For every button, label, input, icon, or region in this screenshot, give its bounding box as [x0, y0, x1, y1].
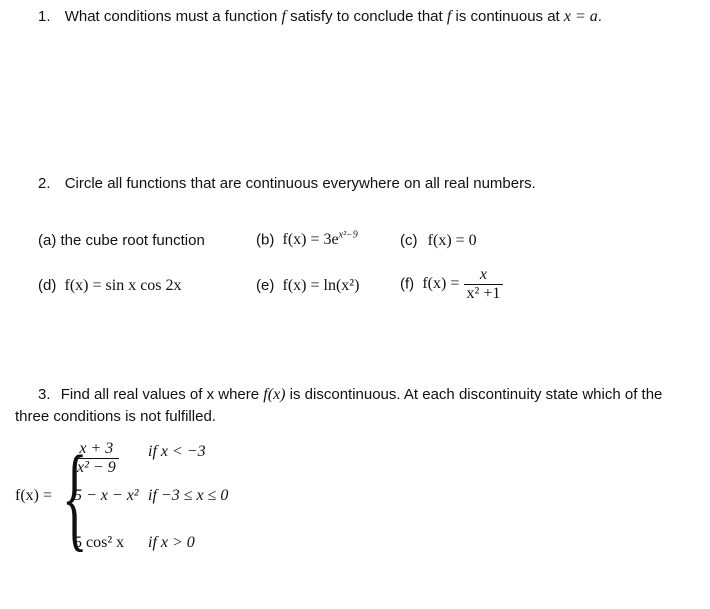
- q1-f1: f: [281, 8, 286, 25]
- option-f-numerator: x: [479, 266, 487, 283]
- piecewise-lhs: f(x) =: [15, 487, 53, 504]
- option-f-denominator: x² +1: [464, 284, 504, 303]
- question-3: [38, 386, 662, 404]
- option-b-exponent: x²−9: [338, 230, 358, 241]
- option-a-text: the cube root function: [60, 232, 205, 249]
- q1-f2: f: [446, 8, 452, 25]
- case2-expression: 5 − x − x²: [74, 487, 139, 504]
- q2-text: Circle all functions that are continuous everywhere on all real numbers.: [64, 175, 536, 192]
- option-e-expr: f(x) = ln(x²): [282, 277, 360, 294]
- option-f-lhs: f(x) =: [422, 275, 460, 293]
- q3-line2: three conditions is not fulfilled.: [15, 408, 216, 425]
- q1-text-mid2: is continuous at: [455, 8, 564, 25]
- option-b-label: (b): [256, 231, 275, 249]
- case1-numerator: x + 3: [79, 440, 114, 457]
- case1-denominator: x² − 9: [74, 458, 119, 477]
- case1-condition: if x < −3: [148, 443, 206, 460]
- case3-condition: if x > 0: [148, 534, 195, 551]
- option-b-expr: [283, 231, 358, 248]
- option-e: [256, 277, 359, 295]
- q1-text-pre: What conditions must a function: [64, 8, 282, 25]
- q1-number: 1.: [38, 8, 51, 25]
- option-c: [400, 232, 477, 250]
- q3-fx: f(x): [263, 386, 286, 403]
- option-a-label: (a): [38, 232, 57, 249]
- case2-condition: if −3 ≤ x ≤ 0: [148, 487, 229, 504]
- case1-fraction: [74, 440, 119, 477]
- option-e-label: (e): [256, 277, 275, 294]
- piecewise-brace: {: [62, 431, 88, 562]
- option-b-lhs: f(x) = 3e: [282, 231, 339, 249]
- q2-number: 2.: [38, 175, 51, 192]
- option-f-label: (f): [400, 275, 415, 293]
- option-c-label: (c): [400, 232, 418, 249]
- option-d: [38, 277, 182, 295]
- q3-text-post: is discontinuous. At each discontinuity state which of the: [289, 386, 663, 403]
- question-1: [38, 8, 602, 26]
- option-d-expr: f(x) = sin x cos 2x: [64, 277, 182, 294]
- option-f-fraction: [464, 266, 504, 303]
- option-d-label: (d): [38, 277, 57, 294]
- option-f: [400, 266, 503, 303]
- q1-text-mid1: satisfy to conclude that: [290, 8, 447, 25]
- q3-number: 3.: [38, 386, 51, 403]
- option-c-expr: f(x) = 0: [427, 232, 477, 249]
- option-a: [38, 232, 205, 249]
- case3-expression: 5 cos² x: [74, 534, 125, 551]
- question-2: [38, 175, 536, 192]
- q3-text-pre: Find all real values of x where: [60, 386, 264, 403]
- q1-end: .: [597, 8, 602, 25]
- q1-condition: x = a: [563, 8, 598, 25]
- option-b: [256, 230, 358, 249]
